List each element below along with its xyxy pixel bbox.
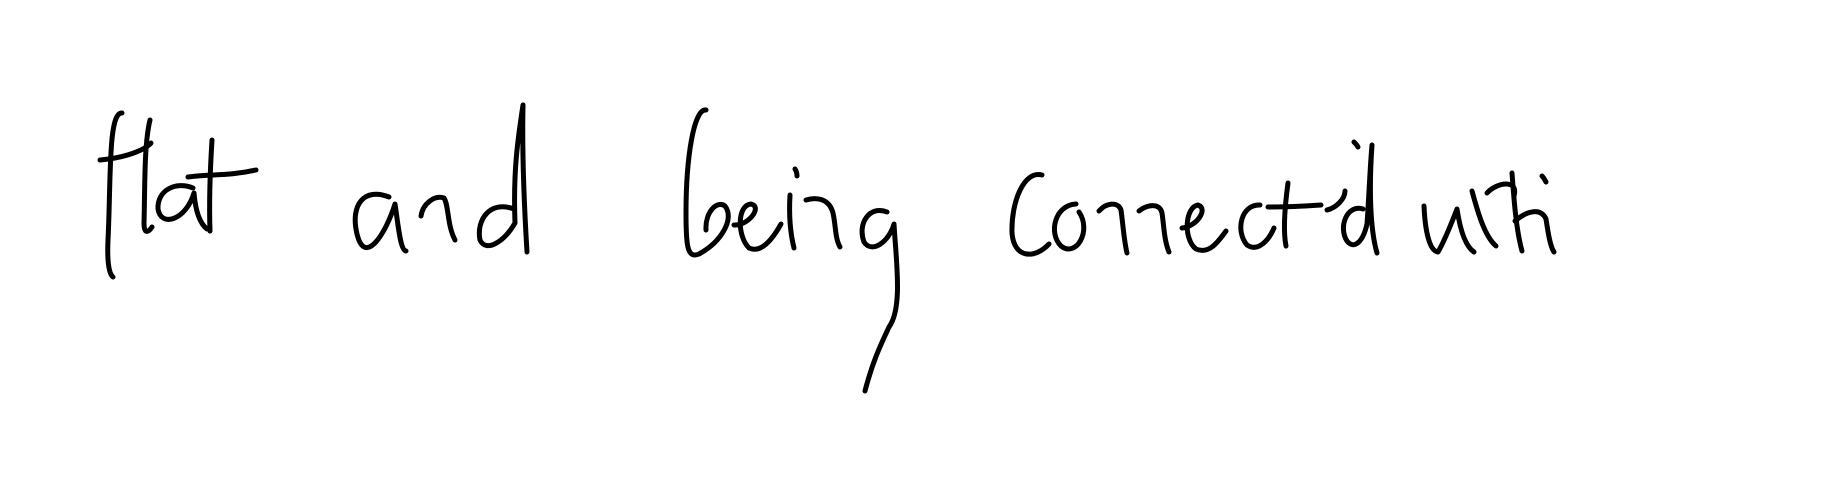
word-and (355, 105, 527, 252)
word-being (686, 110, 898, 391)
word-connected (1012, 142, 1377, 254)
word-with (1424, 173, 1554, 252)
word-flat (100, 113, 256, 277)
